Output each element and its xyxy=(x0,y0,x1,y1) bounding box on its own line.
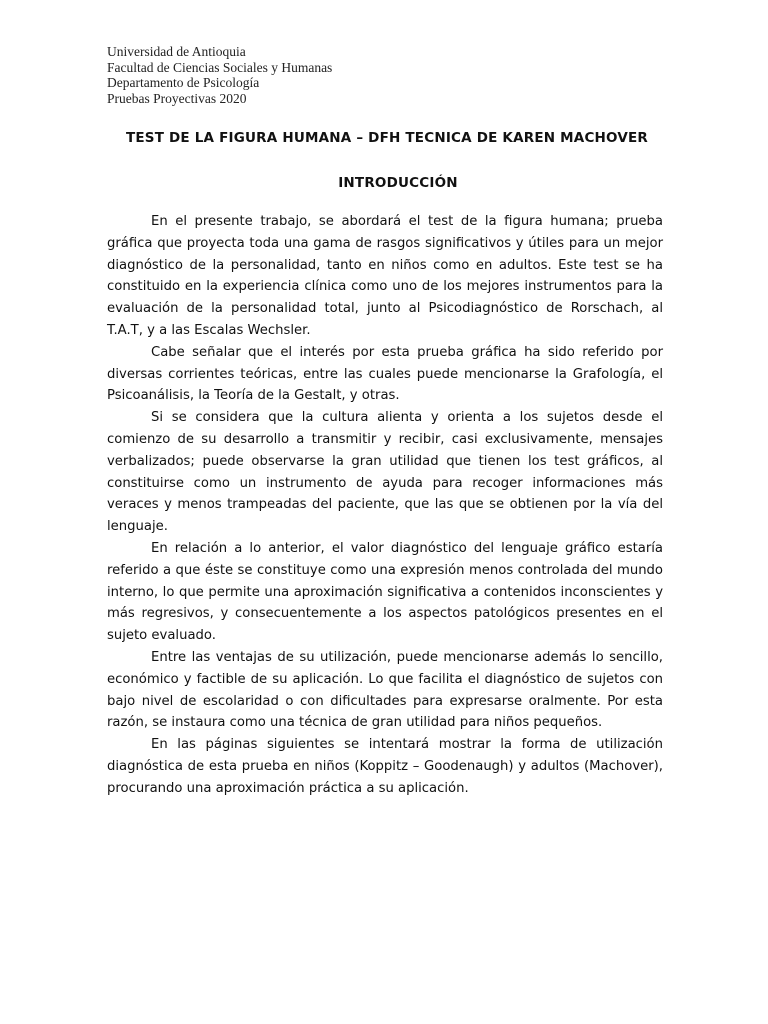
document-title: TEST DE LA FIGURA HUMANA – DFH TECNICA DE KAREN MACHOVER xyxy=(125,130,649,146)
paragraph: Si se considera que la cultura alienta y orienta a los sujetos desde el comienzo de su desarrollo a transmitir y recibir, casi exclusivamente, mensajes verbalizados; puede observarse la gran utilidad que tienen los test gráficos, al constituirse como un instrumento de ayuda para recoger informaciones más veraces y menos trampeadas del paciente, que las que se obtienen por la vía del lenguaje. xyxy=(107,410,663,535)
paragraph: Cabe señalar que el interés por esta prueba gráfica ha sido referido por diversas corrientes teóricas, entre las cuales puede mencionarse la Grafología, el Psicoanálisis, la Teoría de la Gestalt, y otras. xyxy=(107,344,663,404)
header-university: Universidad de Antioquia xyxy=(107,44,246,59)
section-heading: INTRODUCCIÓN xyxy=(338,175,458,191)
header-course: Pruebas Proyectivas 2020 xyxy=(107,90,247,106)
header-department: Departamento de Psicología xyxy=(107,75,260,90)
body-text xyxy=(107,211,663,800)
header-faculty: Facultad de Ciencias Sociales y Humanas xyxy=(107,59,333,75)
paragraph: En el presente trabajo, se abordará el test de la figura humana; prueba gráfica que proyecta toda una gama de rasgos significativos y útiles para un mejor diagnóstico de la personalidad, tanto en niños como en adultos. Este test se ha constituido en la experiencia clínica como uno de los mejores instrumentos para la evaluación de la personalidad total, junto al Psicodiagnóstico de Rorschach, al T.A.T, y a las Escalas Wechsler. xyxy=(107,214,663,338)
paragraph: En relación a lo anterior, el valor diagnóstico del lenguaje gráfico estaría referido a que éste se constituye como una expresión menos controlada del mundo interno, lo que permite una aproximación significativa a contenidos inconscientes y más regresivos, y consecuentemente a los aspectos patológicos presentes en el sujeto evaluado. xyxy=(107,540,663,644)
institution-header xyxy=(107,44,332,106)
paragraph: Entre las ventajas de su utilización, puede mencionarse además lo sencillo, económico y factible de su aplicación. Lo que facilita el diagnóstico de sujetos con bajo nivel de escolaridad o con dificultades para expresarse oralmente. Por esta razón, se instaura como una técnica de gran utilidad para niños pequeños. xyxy=(107,649,663,731)
paragraph: En las páginas siguientes se intentará mostrar la forma de utilización diagnóstica de esta prueba en niños (Koppitz – Goodenaugh) y adultos (Machover), procurando una aproximación práctica a su aplicación. xyxy=(107,737,663,796)
